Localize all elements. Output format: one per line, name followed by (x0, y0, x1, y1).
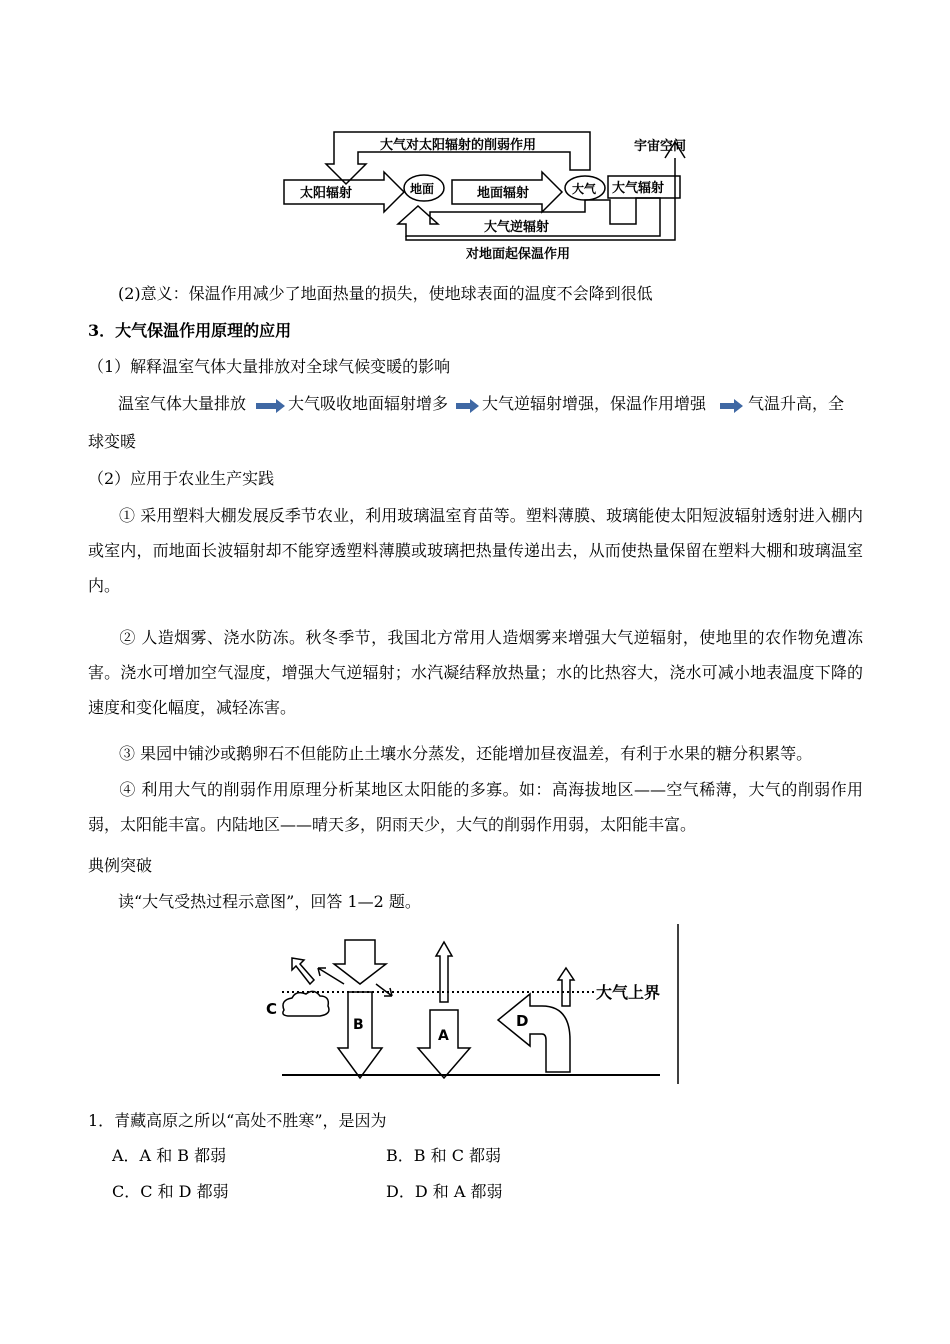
section-3-title: 3．大气保温作用原理的应用 (88, 321, 292, 340)
chain-e: 球变暖 (88, 432, 137, 451)
paragraph-3: ③ 果园中铺沙或鹅卵石不但能防止土壤水分蒸发，还能增加昼夜温差，有利于水果的糖分积累等。 (119, 744, 813, 763)
label-b: B (353, 1017, 364, 1033)
chain-a: 温室气体大量排放 (118, 394, 247, 413)
top-of-atmosphere-label: 大气上界 (596, 983, 661, 1002)
scatter-right-arrow (376, 984, 392, 996)
c-arrow (292, 958, 314, 984)
meaning-text: (2)意义：保温作用减少了地面热量的损失，使地球表面的温度不会降到很低 (118, 284, 653, 303)
ground-label: 地面 (410, 182, 435, 196)
paragraph-4: ④ 利用大气的削弱作用原理分析某地区太阳能的多寡。如：高海拔地区——空气稀薄，大气的削弱作用弱，太阳能丰富。内陆地区——晴天多，阴雨天少，大气的削弱作用弱，太阳能丰富。 (88, 780, 863, 834)
label-a: A (438, 1028, 449, 1044)
chain-arrow-icon (256, 399, 286, 413)
chain-d: 气温升高，全 (748, 394, 845, 413)
chain-arrow-icon (720, 399, 744, 413)
atmos-rad-label: 大气辐射 (612, 181, 665, 196)
b-arrow (338, 992, 382, 1078)
insulation-diagram (270, 128, 710, 268)
option-a[interactable]: A．A 和 B 都弱 (112, 1146, 227, 1165)
d-up-arrow (558, 968, 574, 1006)
example-intro: 读“大气受热过程示意图”，回答 1—2 题。 (118, 892, 421, 911)
paragraph-1: ① 采用塑料大棚发展反季节农业，利用玻璃温室育苗等。塑料薄膜、玻璃能使太阳短波辐射透射进入棚内或室内，而地面长波辐射却不能穿透塑料薄膜或玻璃把热量传递出去，从而使热量保留在塑料大棚和玻璃温室内。 (88, 506, 863, 595)
option-d[interactable]: D．D 和 A 都弱 (386, 1182, 503, 1201)
weaken-label: 大气对太阳辐射的削弱作用 (380, 138, 537, 153)
question-1: 1．青藏高原之所以“高处不胜寒”，是因为 (88, 1111, 387, 1130)
section-3-2: （2）应用于农业生产实践 (88, 469, 275, 488)
chain-b: 大气吸收地面辐射增多 (288, 394, 449, 413)
solar-in-arrow (334, 940, 386, 984)
atmos-label: 大气 (572, 182, 597, 196)
counter-label: 大气逆辐射 (484, 220, 550, 235)
chain-arrow-icon (456, 399, 480, 413)
label-d: D (516, 1012, 529, 1030)
reflect-left-arrow (318, 968, 344, 984)
d-arrow (498, 994, 570, 1072)
space-label: 宇宙空间 (634, 139, 687, 154)
cloud-icon (283, 991, 329, 1016)
chain-c: 大气逆辐射增强，保温作用增强 (482, 394, 707, 413)
a-arrow (418, 1010, 470, 1078)
paragraph-2: ② 人造烟雾、浇水防冻。秋冬季节，我国北方常用人造烟雾来增强大气逆辐射，使地里的农作物免遭冻害。浇水可增加空气湿度，增强大气逆辐射；水汽凝结释放热量；水的比热容大，浇水可减小地表温度下降的速度和变化幅度，减轻冻害。 (88, 628, 863, 717)
label-c: C (266, 1000, 278, 1018)
ground-rad-label: 地面辐射 (477, 186, 530, 201)
heating-process-diagram (260, 922, 690, 1088)
option-b[interactable]: B．B 和 C 都弱 (386, 1146, 502, 1165)
option-c[interactable]: C．C 和 D 都弱 (112, 1182, 229, 1201)
example-title: 典例突破 (88, 856, 153, 875)
solar-label: 太阳辐射 (300, 186, 353, 201)
insulation-label: 对地面起保温作用 (466, 247, 571, 262)
section-3-1: （1）解释温室气体大量排放对全球气候变暖的影响 (88, 357, 451, 376)
